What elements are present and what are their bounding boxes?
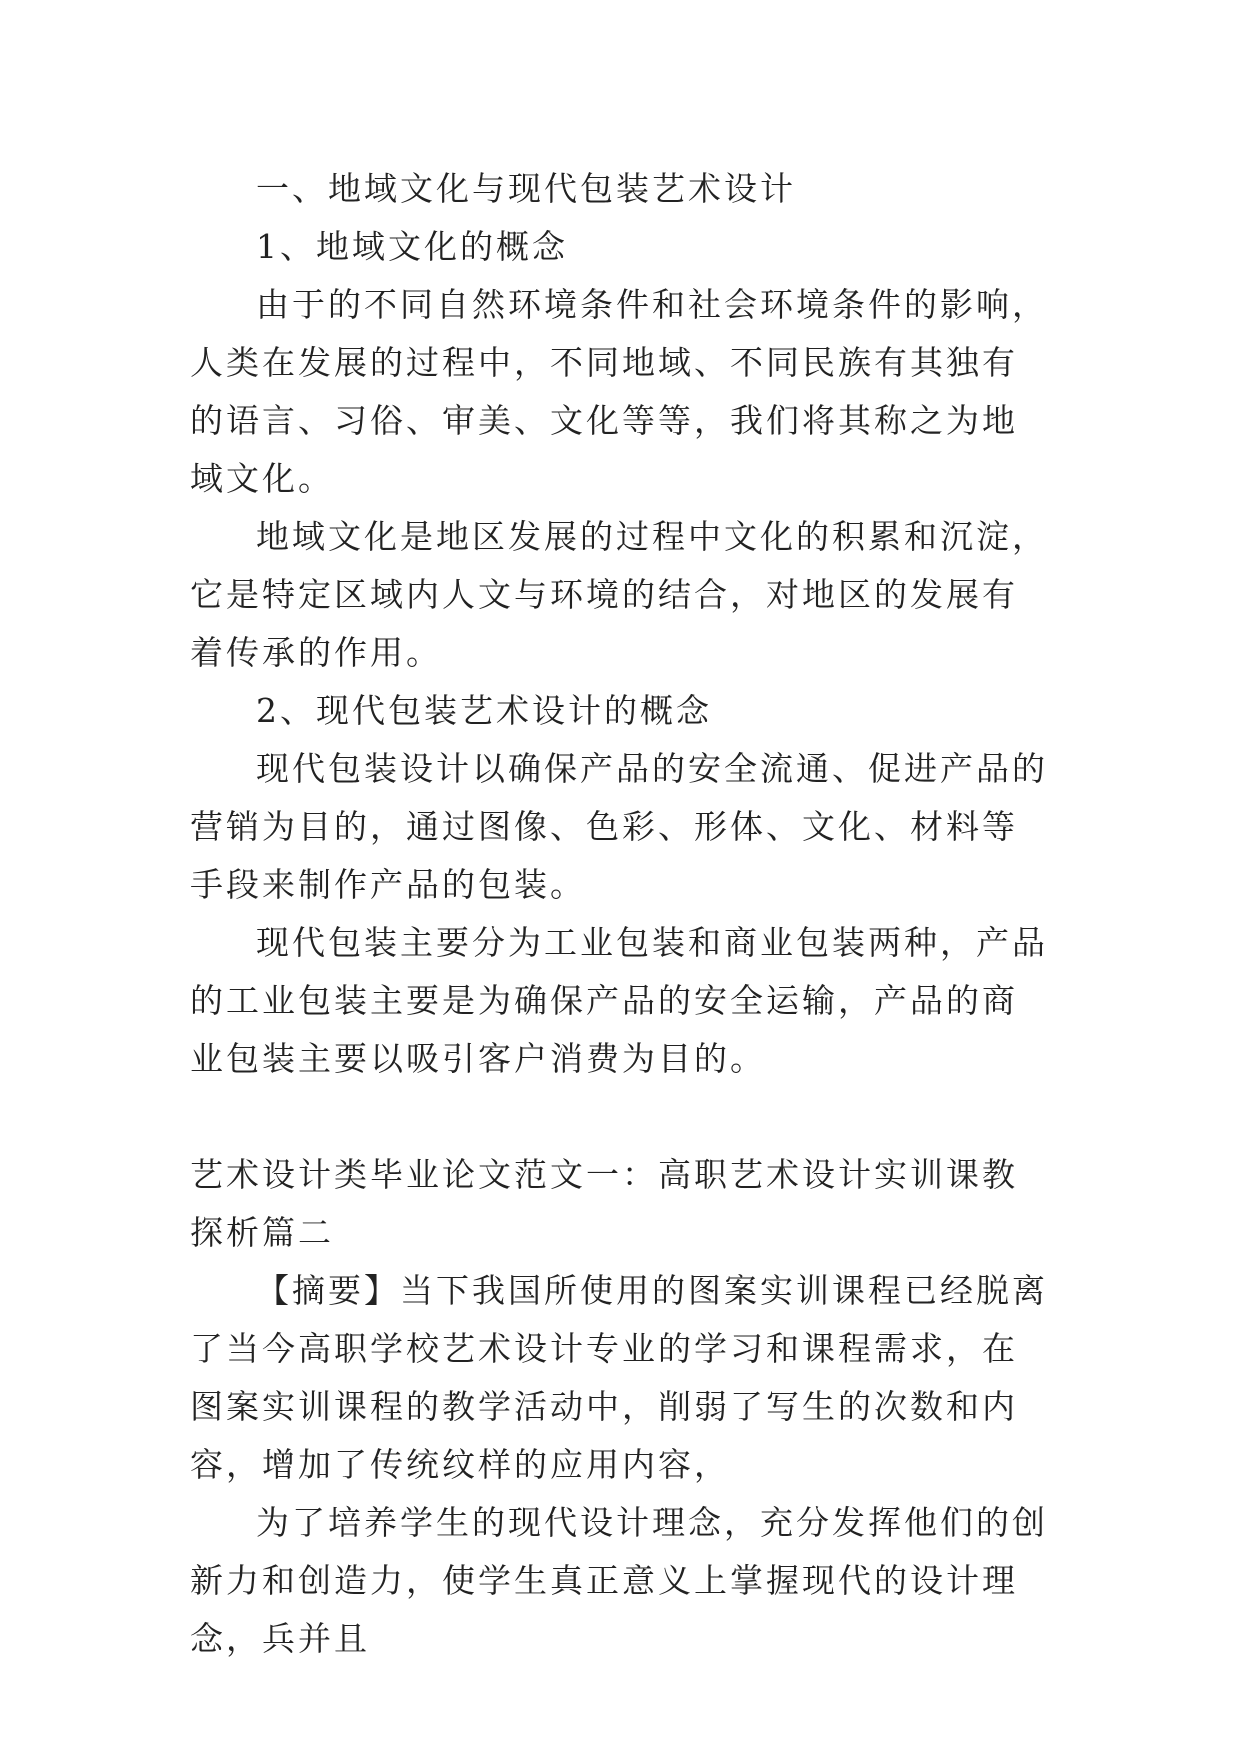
paragraph: 为了培养学生的现代设计理念，充分发挥他们的创新力和创造力，使学生真正意义上掌握现代的设计理念，兵并且 — [190, 1503, 1048, 1658]
heading-subsection-2: 2、现代包装艺术设计的概念 — [256, 691, 712, 730]
paragraph: 地域文化是地区发展的过程中文化的积累和沉淀，它是特定区域内人文与环境的结合，对地区的发展有着传承的作用。 — [190, 517, 1048, 672]
heading-section-1: 一、地域文化与现代包装艺术设计 — [256, 169, 796, 208]
section-gap — [190, 1088, 1050, 1146]
document-body — [190, 160, 1050, 1668]
abstract-paragraph: 【摘要】当下我国所使用的图案实训课程已经脱离了当今高职学校艺术设计专业的学习和课程需求，在图案实训课程的教学活动中，削弱了写生的次数和内容，增加了传统纹样的应用内容， — [190, 1271, 1048, 1484]
heading-subsection-1: 1、地域文化的概念 — [256, 227, 568, 266]
paragraph: 现代包装主要分为工业包装和商业包装两种，产品的工业包装主要是为确保产品的安全运输，产品的商业包装主要以吸引客户消费为目的。 — [190, 923, 1048, 1078]
paragraph: 由于的不同自然环境条件和社会环境条件的影响，人类在发展的过程中，不同地域、不同民族有其独有的语言、习俗、审美、文化等等，我们将其称之为地域文化。 — [190, 285, 1048, 498]
paragraph: 现代包装设计以确保产品的安全流通、促进产品的营销为目的，通过图像、色彩、形体、文化、材料等手段来制作产品的包装。 — [190, 749, 1048, 904]
article-title: 艺术设计类毕业论文范文一：高职艺术设计实训课教探析篇二 — [190, 1155, 1018, 1252]
